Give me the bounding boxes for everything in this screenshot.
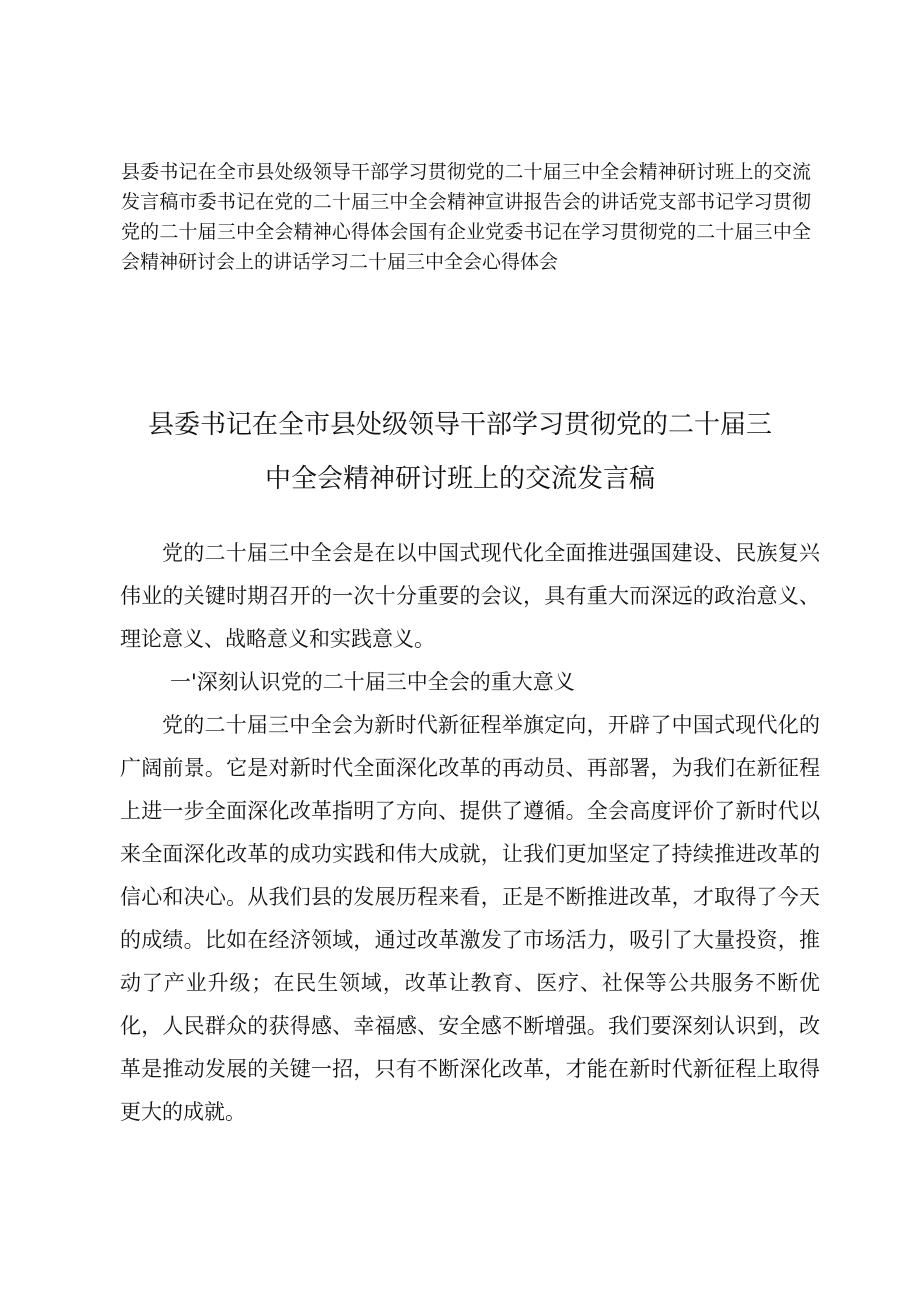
section-paragraph: 党的二十届三中全会为新时代新征程举旗定向，开辟了中国式现代化的广阔前景。它是对新时代全面深化改革的再动员、再部署，为我们在新征程上进一步全面深化改革指明了方向、提供了遵循。全会高度评价了新时代以来全面深化改革的成功实践和伟大成就，让我们更加坚定了持续推进改革的信心和决心。从我们县的发展历程来看，正是不断推进改革，才取得了今天的成绩。比如在经济领域，通过改革激发了市场活力，吸引了大量投资，推动了产业升级；在民生领域，改革让教育、医疗、社保等公共服务不断优化，人民群众的获得感、幸福感、安全感不断增强。我们要深刻认识到，改革是推动发展的关键一招，只有不断深化改革，才能在新时代新征程上取得更大的成就。 [120, 713, 820, 1124]
intro-paragraph: 党的二十届三中全会是在以中国式现代化全面推进强国建设、民族复兴伟业的关键时期召开的一次十分重要的会议，具有重大而深远的政治意义、理论意义、战略意义和实践意义。 [120, 541, 820, 651]
document-title-line-2: 中全会精神研讨班上的交流发言稿 [264, 464, 655, 494]
document-title-line-1: 县委书记在全市县处级领导干部学习贯彻党的二十届三 [147, 410, 772, 440]
document-title [120, 398, 800, 506]
document-body [120, 532, 820, 1134]
document-collection-summary: 县委书记在全市县处级领导干部学习贯彻党的二十届三中全会精神研讨班上的交流发言稿市委书记在党的二十届三中全会精神宣讲报告会的讲话党支部书记学习贯彻党的二十届三中全会精神心得体会国有企业党委书记在学习贯彻党的二十届三中全会精神研讨会上的讲话学习二十届三中全会心得体会 [121, 161, 811, 273]
section-heading: 一'深刻认识党的二十届三中全会的重大意义 [170, 670, 575, 694]
